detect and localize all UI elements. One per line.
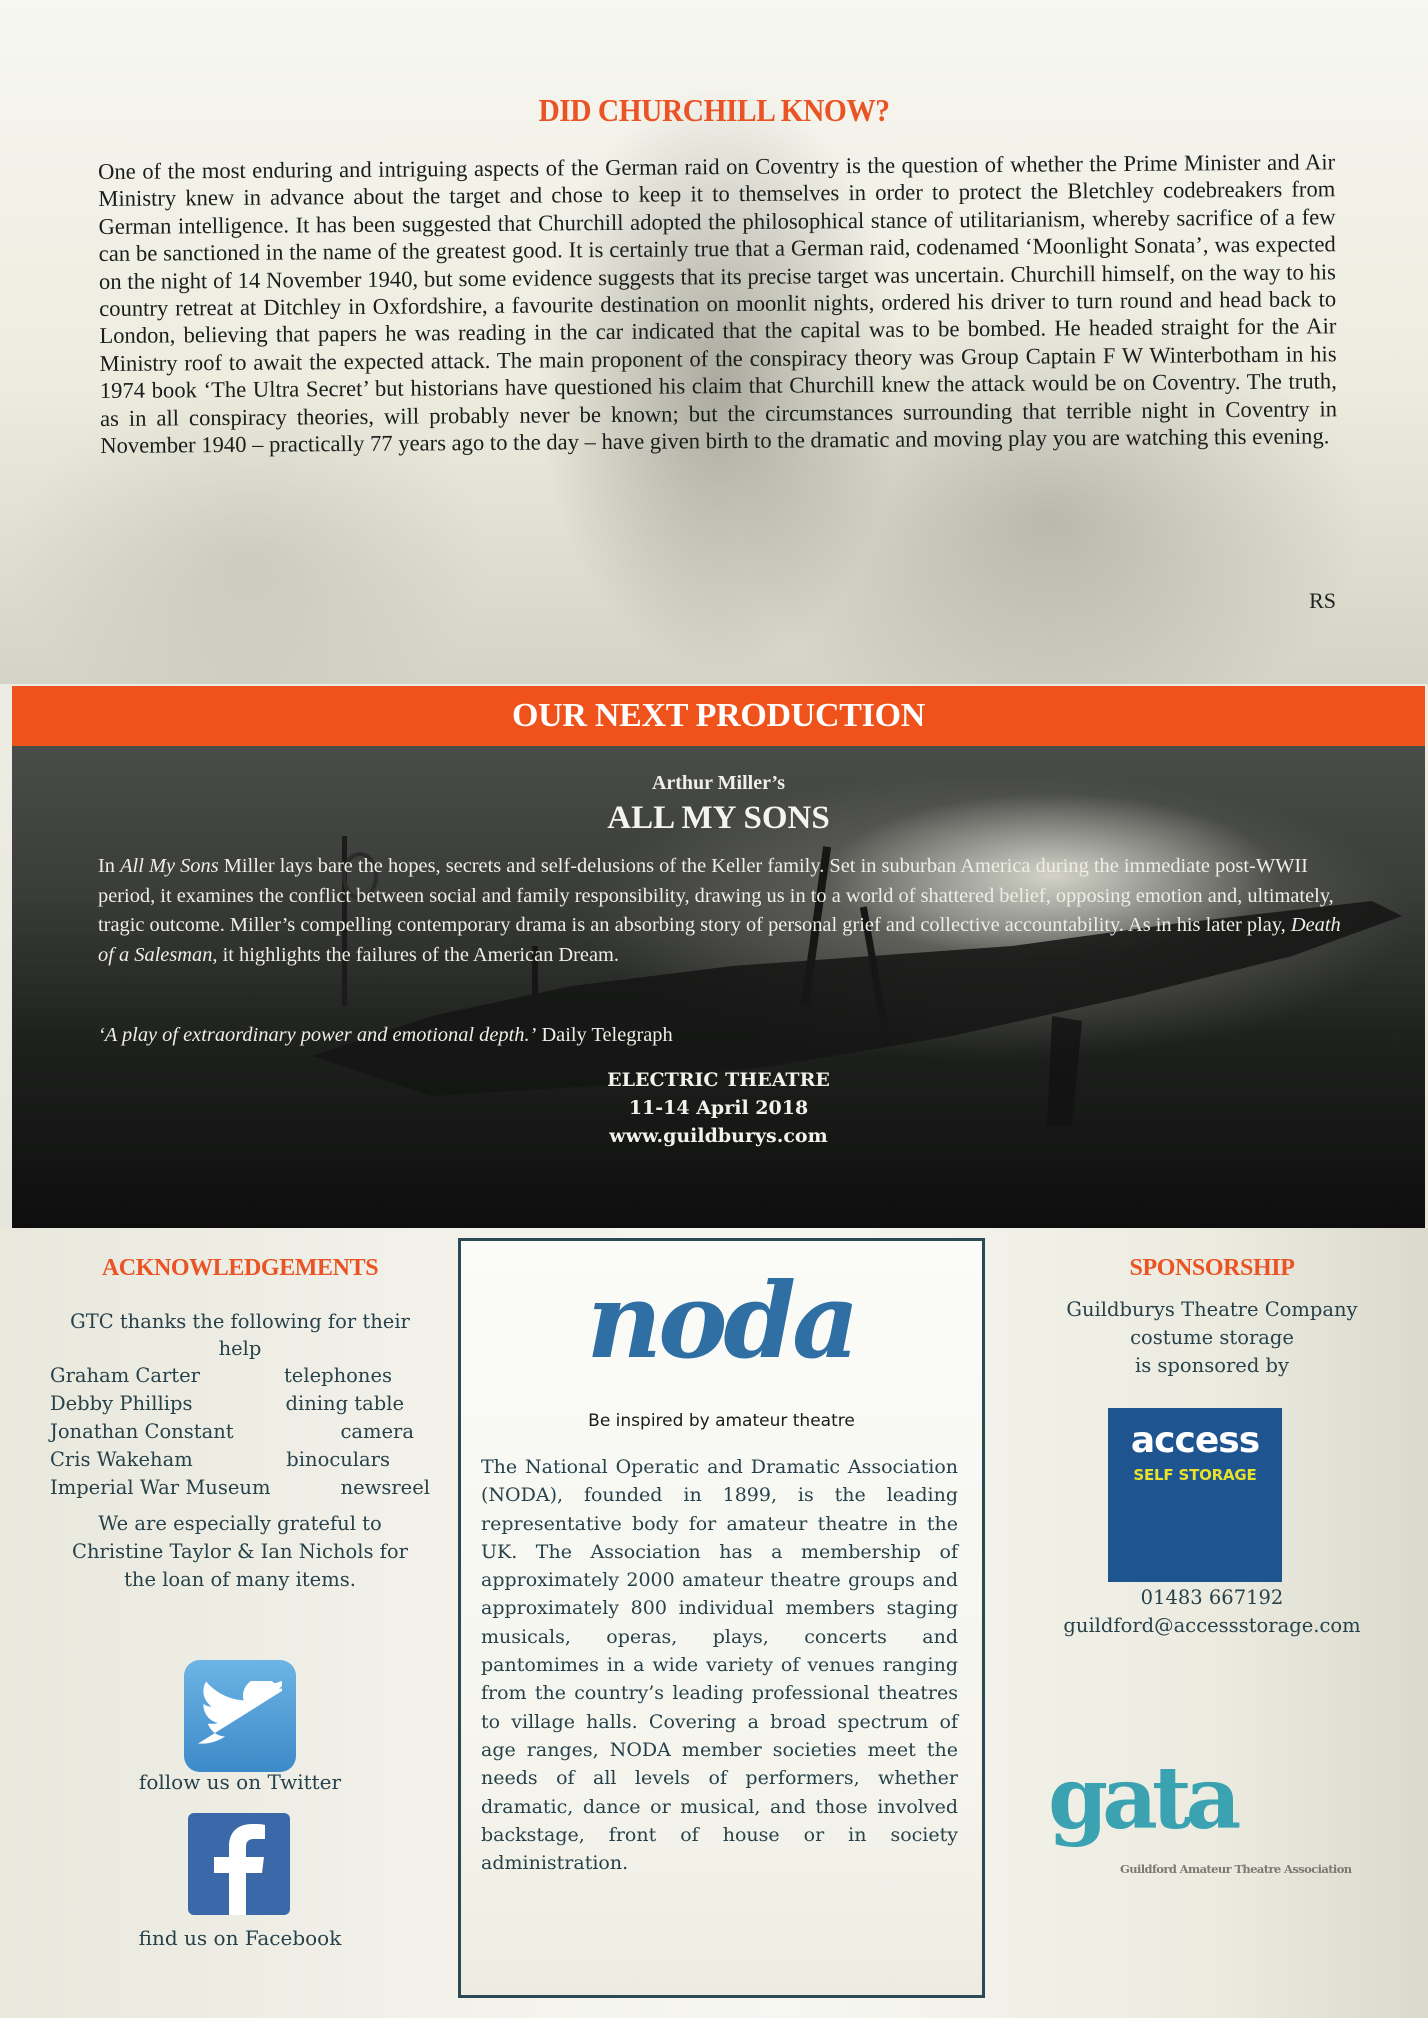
sponsor-phone: 01483 667192 [1140, 1586, 1284, 1609]
desc-text: Miller lays bare the hopes, secrets and self-delusions of the Keller family. Set in suburban America during the immediate post-WWII period, it examines the conflict between social and family responsibility, drawing us in to a world of shattered belief, opposing emotion and, ultimately, tragic outcome. Miller’s compelling contemporary drama is an absorbing story of personal grief and collective accountability. As in his later play, [98, 855, 1334, 936]
desc-text: In [98, 855, 121, 877]
gata-logo-word: gata [1048, 1748, 1236, 1849]
contributor-name: Debby Phillips [50, 1392, 193, 1415]
next-production-banner [12, 686, 1425, 746]
acknowledgement-row [50, 1390, 430, 1418]
article-section [0, 0, 1428, 684]
sponsorship-text [1012, 1296, 1412, 1380]
contributor-name: Jonathan Constant [50, 1420, 234, 1443]
acknowledgements-section [30, 1255, 450, 1594]
article-signature: RS [1309, 588, 1336, 613]
acknowledgements-heading: ACKNOWLEDGEMENTS [101, 1255, 379, 1281]
acknowledgement-row [50, 1474, 430, 1502]
acknowledgements-special-thanks: We are especially grateful to Christine Taylor & Ian Nichols for the loan of many items. [72, 1512, 408, 1591]
desc-later-play-title: Death of a Salesman [98, 914, 1341, 966]
desc-play-title: All My Sons [120, 855, 219, 877]
contributed-item: binoculars [286, 1448, 390, 1471]
noda-advert [458, 1238, 985, 1998]
facebook-f-icon[interactable] [188, 1813, 290, 1915]
access-self-storage-logo [1108, 1408, 1282, 1582]
production-author: Arthur Miller’s [651, 772, 786, 794]
acknowledgements-list [50, 1362, 430, 1502]
facebook-f-glyph [188, 1813, 290, 1915]
contributed-item: telephones [283, 1364, 392, 1387]
twitter-bird-icon[interactable] [184, 1660, 296, 1772]
gata-logo [1048, 1748, 1408, 1880]
production-dates: 11-14 April 2018 [628, 1097, 809, 1119]
production-website-link[interactable]: www.guildburys.com [609, 1125, 828, 1147]
acknowledgement-row [50, 1418, 430, 1446]
article-body: One of the most enduring and intriguing aspects of the German raid on Coventry is the question of whether the Prime Minister and Air Ministry knew in advance about the target and chose to keep it to themselves in order to protect the Bletchley codebreakers from German intelligence. It has been suggested that Churchill adopted the philosophical stance of utilitarianism, whereby sacrifice of a few can be sanctioned in the name of the greatest good. It is certainly true that a German raid, codenamed ‘Moonlight Sonata’, was expected on the night of 14 November 1940, but some evidence suggests that its precise target was uncertain. Churchill himself, on the way to his country retreat at Ditchley in Oxfordshire, a favourite destination on moonlit nights, ordered his driver to turn round and head back to London, believing that papers he was reading in the car indicated that the capital was to be bombed. He headed straight for the Air Ministry roof to await the expected attack. The main proponent of the conspiracy theory was Group Captain F W Winterbotham in his 1974 book ‘The Ultra Secret’ but historians have questioned his claim that Churchill knew the attack would be on Coventry. The truth, as in all conspiracy theories, will probably never be known; but the circumstances surrounding that terrible night in Coventry in November 1940 – practically 77 years ago to the day – have given birth to the dramatic and moving play you are watching this evening. [98, 149, 1338, 459]
sponsorship-line: Guildburys Theatre Company [1066, 1298, 1358, 1321]
contributor-name: Cris Wakeham [50, 1448, 193, 1471]
noda-tagline: Be inspired by amateur theatre [588, 1411, 855, 1431]
facebook-link-label[interactable]: find us on Facebook [138, 1926, 342, 1950]
acknowledgements-intro: GTC thanks the following for their help [70, 1310, 410, 1360]
access-logo-subtitle: SELF STORAGE [1133, 1466, 1257, 1484]
desc-text: , it highlights the failures of the American Dream. [212, 943, 619, 966]
contributed-item: newsreel [340, 1476, 430, 1499]
sponsor-contact [1012, 1584, 1412, 1640]
quote-source: Daily Telegraph [536, 1024, 673, 1046]
production-details [12, 1066, 1425, 1150]
twitter-link-label[interactable]: follow us on Twitter [138, 1770, 342, 1794]
article-title: DID CHURCHILL KNOW? [538, 92, 890, 128]
contributed-item: dining table [285, 1392, 404, 1415]
sponsorship-line: costume storage [1130, 1326, 1294, 1349]
next-production-section [12, 746, 1425, 1228]
gata-logo-subtitle: Guildford Amateur Theatre Association [1120, 1862, 1352, 1876]
production-venue: ELECTRIC THEATRE [607, 1069, 830, 1091]
production-description [98, 852, 1348, 970]
production-title: ALL MY SONS [607, 800, 830, 836]
sponsorship-line: is sponsored by [1134, 1354, 1290, 1377]
contributed-item: camera [340, 1420, 414, 1443]
sponsorship-heading: SPONSORSHIP [1129, 1255, 1295, 1281]
acknowledgement-row [50, 1362, 430, 1390]
contributor-name: Imperial War Museum [50, 1476, 271, 1499]
noda-logo-text: noda [586, 1259, 856, 1379]
acknowledgement-row [50, 1446, 430, 1474]
sponsorship-section [1012, 1255, 1412, 1380]
noda-description: The National Operatic and Dramatic Association (NODA), founded in 1899, is the leading representative body for amateur theatre in the UK. The Association has a membership of approximately 2000 amateur theatre groups and approximately 800 individual members staging musicals, operas, plays, concerts and pantomimes in a wide variety of venues ranging from the country’s leading professional theatres to village halls. Covering a broad spectrum of age ranges, NODA member societies meet the needs of all levels of performers, whether dramatic, dance or musical, and those involved backstage, front of house or in society administration. [481, 1456, 958, 1875]
quote-text: ‘A play of extraordinary power and emotional depth.’ [98, 1024, 537, 1046]
sponsor-email-link[interactable]: guildford@accessstorage.com [1063, 1614, 1361, 1637]
access-logo-word: access [1130, 1420, 1260, 1461]
twitter-bird-glyph [198, 1681, 282, 1751]
production-review-quote [98, 1024, 673, 1047]
next-production-heading: OUR NEXT PRODUCTION [511, 697, 926, 734]
contributor-name: Graham Carter [50, 1364, 200, 1387]
noda-logo [521, 1259, 921, 1379]
